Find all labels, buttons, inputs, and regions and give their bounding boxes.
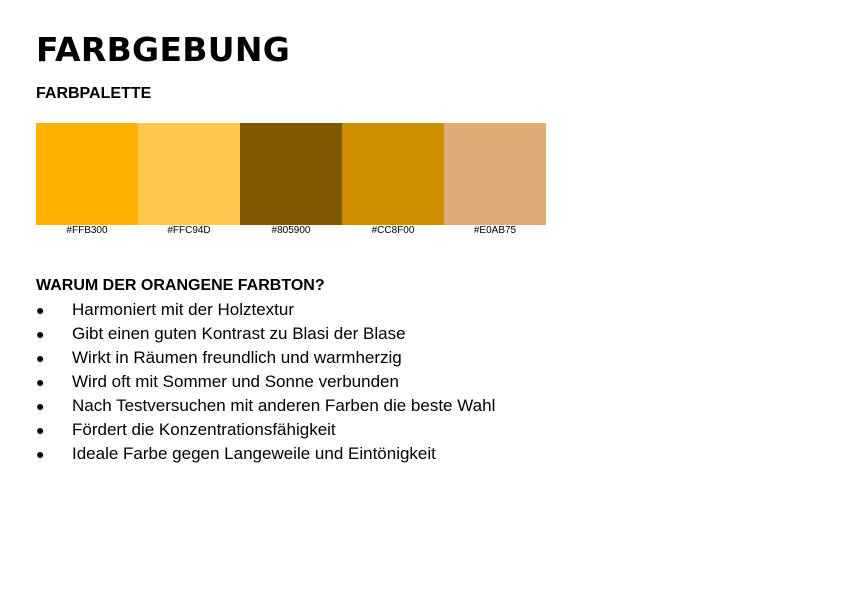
reason-text: Wird oft mit Sommer und Sonne verbunden <box>72 372 399 391</box>
swatch-item <box>240 123 342 237</box>
swatch-item <box>36 123 138 237</box>
list-item <box>36 298 495 322</box>
bullet-icon: ● <box>36 302 45 318</box>
reason-text: Fördert die Konzentrationsfähigkeit <box>72 420 336 439</box>
reason-text: Ideale Farbe gegen Langeweile und Eintönigkeit <box>72 444 436 463</box>
swatch-item <box>138 123 240 237</box>
bullet-icon: ● <box>36 326 45 342</box>
color-swatch <box>342 123 444 225</box>
list-item <box>36 442 495 466</box>
reason-text: Harmoniert mit der Holztextur <box>72 300 295 319</box>
color-swatch <box>444 123 546 225</box>
bullet-icon: ● <box>36 350 45 366</box>
reason-text: Nach Testversuchen mit anderen Farben die beste Wahl <box>72 396 496 415</box>
bullet-icon: ● <box>36 422 45 438</box>
color-swatch <box>240 123 342 225</box>
swatch-item <box>444 123 546 237</box>
why-heading: WARUM DER ORANGENE FARBTON? <box>36 277 325 294</box>
swatch-hex-label: #FFB300 <box>66 225 108 236</box>
swatch-hex-label: #FFC94D <box>167 225 211 236</box>
list-item <box>36 370 495 394</box>
color-palette <box>36 123 546 237</box>
list-item <box>36 394 495 418</box>
bullet-icon: ● <box>36 446 45 462</box>
list-item <box>36 322 495 346</box>
page-title: FARBGEBUNG <box>36 30 291 69</box>
bullet-icon: ● <box>36 374 45 390</box>
list-item <box>36 418 495 442</box>
swatch-item <box>342 123 444 237</box>
swatch-hex-label: #CC8F00 <box>371 225 415 236</box>
swatch-hex-label: #805900 <box>271 225 311 236</box>
palette-heading: FARBPALETTE <box>36 85 152 102</box>
swatch-hex-label: #E0AB75 <box>473 225 517 236</box>
reasons-list <box>36 298 495 466</box>
reason-text: Gibt einen guten Kontrast zu Blasi der Blase <box>72 324 406 343</box>
list-item <box>36 346 495 370</box>
bullet-icon: ● <box>36 398 45 414</box>
color-swatch <box>138 123 240 225</box>
reason-text: Wirkt in Räumen freundlich und warmherzig <box>72 348 402 367</box>
color-swatch <box>36 123 138 225</box>
